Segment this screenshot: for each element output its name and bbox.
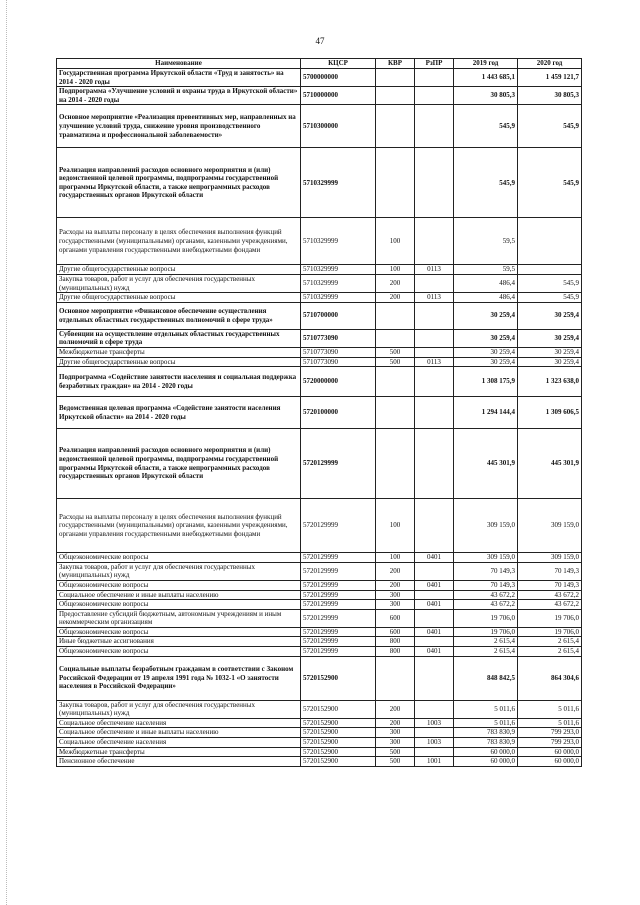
row-2020-cell: 5 011,6 <box>518 718 582 728</box>
row-rzpr-cell <box>415 329 454 347</box>
header-rzpr: РзПР <box>415 59 454 69</box>
row-kvr-cell: 200 <box>376 562 415 580</box>
row-kcsr-cell: 5720129999 <box>301 590 376 600</box>
row-2019-cell: 5 011,6 <box>454 718 518 728</box>
row-kvr-cell: 200 <box>376 718 415 728</box>
row-2020-cell: 43 672,2 <box>518 600 582 610</box>
row-kcsr-cell: 5720129999 <box>301 562 376 580</box>
row-kvr-cell: 100 <box>376 218 415 265</box>
row-kcsr-cell: 5720129999 <box>301 499 376 553</box>
row-2019-cell: 60 000,0 <box>454 747 518 757</box>
header-2019: 2019 год <box>454 59 518 69</box>
row-2019-cell: 19 706,0 <box>454 627 518 637</box>
row-kvr-cell <box>376 105 415 148</box>
row-2019-cell: 1 443 685,1 <box>454 69 518 87</box>
row-2020-cell: 60 000,0 <box>518 757 582 767</box>
row-rzpr-cell: 1001 <box>415 757 454 767</box>
row-2019-cell: 30 805,3 <box>454 87 518 105</box>
row-name-cell: Пенсионное обеспечение <box>57 757 301 767</box>
row-2019-cell: 2 615,4 <box>454 637 518 647</box>
row-kvr-cell <box>376 69 415 87</box>
row-rzpr-cell <box>415 499 454 553</box>
row-rzpr-cell: 1003 <box>415 738 454 748</box>
row-2020-cell: 19 706,0 <box>518 609 582 627</box>
table-row <box>57 728 582 738</box>
row-kcsr-cell: 5710000000 <box>301 87 376 105</box>
row-rzpr-cell: 0401 <box>415 647 454 657</box>
row-2019-cell: 59,5 <box>454 218 518 265</box>
row-rzpr-cell: 0113 <box>415 293 454 303</box>
row-2019-cell: 2 615,4 <box>454 647 518 657</box>
row-2019-cell: 70 149,3 <box>454 580 518 590</box>
row-2019-cell: 43 672,2 <box>454 590 518 600</box>
row-kcsr-cell: 5710329999 <box>301 274 376 292</box>
row-kcsr-cell: 5720129999 <box>301 637 376 647</box>
table-row <box>57 293 582 303</box>
row-name-cell: Межбюджетные трансферты <box>57 347 301 357</box>
row-rzpr-cell: 0401 <box>415 553 454 563</box>
row-kcsr-cell: 5720129999 <box>301 553 376 563</box>
table-row <box>57 329 582 347</box>
row-kvr-cell: 200 <box>376 700 415 718</box>
row-kcsr-cell: 5720000000 <box>301 367 376 397</box>
row-name-cell: Общеэкономические вопросы <box>57 647 301 657</box>
row-kcsr-cell: 5710300000 <box>301 105 376 148</box>
row-rzpr-cell <box>415 747 454 757</box>
row-2020-cell: 30 259,4 <box>518 357 582 367</box>
row-kvr-cell: 500 <box>376 357 415 367</box>
row-name-cell: Реализация направлений расходов основного мероприятия и (или) ведомственной целевой программы, подпрограммы государственной программы Иркутской области, а также непрограммных расходов государственных органов Иркутской области <box>57 429 301 499</box>
row-name-cell: Подпрограмма «Содействие занятости населения и социальная поддержка безработных граждан» на 2014 - 2020 годы <box>57 367 301 397</box>
row-2020-cell: 545,9 <box>518 105 582 148</box>
row-rzpr-cell: 0113 <box>415 357 454 367</box>
row-rzpr-cell <box>415 148 454 218</box>
row-2020-cell: 30 259,4 <box>518 329 582 347</box>
row-name-cell: Расходы на выплаты персоналу в целях обеспечения выполнения функций государственными (муниципальными) органами, казенными учреждениями, органами управления государственными внебюджетными фондами <box>57 218 301 265</box>
row-kcsr-cell: 5720129999 <box>301 609 376 627</box>
row-kcsr-cell: 5710329999 <box>301 293 376 303</box>
row-2020-cell: 19 706,0 <box>518 627 582 637</box>
table-row <box>57 347 582 357</box>
table-row <box>57 367 582 397</box>
row-kcsr-cell: 5710773090 <box>301 347 376 357</box>
row-kcsr-cell: 5710329999 <box>301 265 376 275</box>
row-rzpr-cell <box>415 656 454 700</box>
row-name-cell: Иные бюджетные ассигнования <box>57 637 301 647</box>
table-row <box>57 265 582 275</box>
row-rzpr-cell <box>415 609 454 627</box>
table-row <box>57 553 582 563</box>
row-name-cell: Общеэкономические вопросы <box>57 580 301 590</box>
row-kvr-cell: 500 <box>376 757 415 767</box>
row-kvr-cell: 200 <box>376 274 415 292</box>
row-kvr-cell <box>376 367 415 397</box>
row-kcsr-cell: 5720100000 <box>301 397 376 429</box>
row-name-cell: Реализация направлений расходов основного мероприятия и (или) ведомственной целевой программы, подпрограммы государственной программы Иркутской области, а также непрограммных расходов государственных органов Иркутской области <box>57 148 301 218</box>
table-row <box>57 637 582 647</box>
row-kcsr-cell: 5710329999 <box>301 148 376 218</box>
table-row <box>57 148 582 218</box>
row-kcsr-cell: 5720152900 <box>301 738 376 748</box>
table-row <box>57 590 582 600</box>
row-kvr-cell: 100 <box>376 499 415 553</box>
row-2020-cell: 60 000,0 <box>518 747 582 757</box>
header-name: Наименование <box>57 59 301 69</box>
row-kvr-cell <box>376 429 415 499</box>
row-name-cell: Подпрограмма «Улучшение условий и охраны труда в Иркутской области» на 2014 - 2020 годы <box>57 87 301 105</box>
row-2019-cell: 30 259,4 <box>454 302 518 329</box>
row-kcsr-cell: 5720152900 <box>301 728 376 738</box>
table-row <box>57 302 582 329</box>
row-2019-cell: 30 259,4 <box>454 357 518 367</box>
row-kvr-cell <box>376 302 415 329</box>
page-number: 47 <box>315 36 325 46</box>
row-kvr-cell: 200 <box>376 293 415 303</box>
row-2020-cell: 5 011,6 <box>518 700 582 718</box>
row-2020-cell: 70 149,3 <box>518 580 582 590</box>
row-2019-cell: 60 000,0 <box>454 757 518 767</box>
row-2020-cell: 70 149,3 <box>518 562 582 580</box>
row-2019-cell: 445 301,9 <box>454 429 518 499</box>
table-row <box>57 87 582 105</box>
row-rzpr-cell: 0401 <box>415 580 454 590</box>
table-row <box>57 747 582 757</box>
row-2019-cell: 486,4 <box>454 274 518 292</box>
row-kcsr-cell: 5720129999 <box>301 429 376 499</box>
row-2019-cell: 309 159,0 <box>454 553 518 563</box>
row-name-cell: Основное мероприятие «Реализация превентивных мер, направленных на улучшение условий труда, снижение уровня производственного травматизма и профессиональной заболеваемости» <box>57 105 301 148</box>
row-name-cell: Социальное обеспечение и иные выплаты населению <box>57 728 301 738</box>
row-2020-cell: 309 159,0 <box>518 553 582 563</box>
row-rzpr-cell <box>415 69 454 87</box>
row-2020-cell: 545,9 <box>518 274 582 292</box>
row-name-cell: Ведомственная целевая программа «Содействие занятости населения Иркутской области» на 2014 - 2020 годы <box>57 397 301 429</box>
row-2019-cell: 1 294 144,4 <box>454 397 518 429</box>
row-kcsr-cell: 5720129999 <box>301 600 376 610</box>
row-name-cell: Основное мероприятие «Финансовое обеспечение осуществления отдельных областных государственных полномочий в сфере труда» <box>57 302 301 329</box>
row-2019-cell: 30 259,4 <box>454 347 518 357</box>
row-rzpr-cell <box>415 429 454 499</box>
row-rzpr-cell <box>415 728 454 738</box>
table-row <box>57 738 582 748</box>
row-rzpr-cell: 0401 <box>415 600 454 610</box>
row-2020-cell: 30 259,4 <box>518 347 582 357</box>
table-row <box>57 580 582 590</box>
row-kcsr-cell: 5710773090 <box>301 329 376 347</box>
row-2020-cell: 2 615,4 <box>518 637 582 647</box>
row-name-cell: Социальное обеспечение населения <box>57 738 301 748</box>
row-2020-cell <box>518 265 582 275</box>
row-name-cell: Закупка товаров, работ и услуг для обеспечения государственных (муниципальных) нужд <box>57 274 301 292</box>
row-name-cell: Расходы на выплаты персоналу в целях обеспечения выполнения функций государственными (муниципальными) органами, казенными учреждениями, органами управления государственными внебюджетными фондами <box>57 499 301 553</box>
row-2020-cell: 445 301,9 <box>518 429 582 499</box>
row-2020-cell: 1 323 638,0 <box>518 367 582 397</box>
row-2020-cell: 1 309 606,5 <box>518 397 582 429</box>
row-kcsr-cell: 5720152900 <box>301 656 376 700</box>
row-2020-cell: 43 672,2 <box>518 590 582 600</box>
row-name-cell: Закупка товаров, работ и услуг для обеспечения государственных (муниципальных) нужд <box>57 700 301 718</box>
row-kvr-cell: 800 <box>376 637 415 647</box>
row-name-cell: Другие общегосударственные вопросы <box>57 265 301 275</box>
table-row <box>57 647 582 657</box>
row-2019-cell: 30 259,4 <box>454 329 518 347</box>
row-2020-cell: 799 293,0 <box>518 728 582 738</box>
row-kvr-cell: 600 <box>376 627 415 637</box>
row-2020-cell: 1 459 121,7 <box>518 69 582 87</box>
row-2020-cell: 545,9 <box>518 293 582 303</box>
header-2020: 2020 год <box>518 59 582 69</box>
row-2019-cell: 848 842,5 <box>454 656 518 700</box>
row-rzpr-cell <box>415 302 454 329</box>
row-2019-cell: 59,5 <box>454 265 518 275</box>
table-row <box>57 600 582 610</box>
row-kvr-cell: 300 <box>376 590 415 600</box>
row-2020-cell: 799 293,0 <box>518 738 582 748</box>
row-kcsr-cell: 5720152900 <box>301 757 376 767</box>
row-rzpr-cell <box>415 218 454 265</box>
row-kvr-cell: 500 <box>376 747 415 757</box>
row-rzpr-cell <box>415 397 454 429</box>
row-name-cell: Другие общегосударственные вопросы <box>57 357 301 367</box>
row-2020-cell: 30 805,3 <box>518 87 582 105</box>
row-2019-cell: 545,9 <box>454 105 518 148</box>
row-rzpr-cell <box>415 347 454 357</box>
row-name-cell: Другие общегосударственные вопросы <box>57 293 301 303</box>
row-kvr-cell <box>376 329 415 347</box>
row-kvr-cell: 300 <box>376 738 415 748</box>
row-name-cell: Государственная программа Иркутской области «Труд и занятость» на 2014 - 2020 годы <box>57 69 301 87</box>
row-name-cell: Социальное обеспечение населения <box>57 718 301 728</box>
row-2019-cell: 783 830,9 <box>454 738 518 748</box>
row-name-cell: Общеэкономические вопросы <box>57 600 301 610</box>
row-2020-cell: 864 304,6 <box>518 656 582 700</box>
row-2019-cell: 19 706,0 <box>454 609 518 627</box>
row-kcsr-cell: 5720129999 <box>301 627 376 637</box>
row-2019-cell: 486,4 <box>454 293 518 303</box>
row-kcsr-cell: 5720152900 <box>301 747 376 757</box>
row-kcsr-cell: 5720129999 <box>301 647 376 657</box>
row-rzpr-cell <box>415 562 454 580</box>
row-2020-cell: 2 615,4 <box>518 647 582 657</box>
table-row <box>57 69 582 87</box>
table-row <box>57 218 582 265</box>
margin-dotted-line <box>6 0 9 905</box>
row-name-cell: Межбюджетные трансферты <box>57 747 301 757</box>
row-2019-cell: 545,9 <box>454 148 518 218</box>
row-rzpr-cell <box>415 637 454 647</box>
budget-table <box>56 58 582 767</box>
row-rzpr-cell <box>415 105 454 148</box>
row-rzpr-cell <box>415 274 454 292</box>
row-kvr-cell <box>376 148 415 218</box>
row-kvr-cell: 600 <box>376 609 415 627</box>
row-kcsr-cell: 5700000000 <box>301 69 376 87</box>
row-kcsr-cell: 5720152900 <box>301 700 376 718</box>
table-row <box>57 429 582 499</box>
table-row <box>57 397 582 429</box>
row-name-cell: Социальные выплаты безработным гражданам в соответствии с Законом Российской Федерации от 19 апреля 1991 года № 1032-1 «О занятости населения в Российской Федерации» <box>57 656 301 700</box>
table-row <box>57 357 582 367</box>
row-2020-cell: 309 159,0 <box>518 499 582 553</box>
header-kcsr: КЦСР <box>301 59 376 69</box>
row-rzpr-cell: 0113 <box>415 265 454 275</box>
table-row <box>57 105 582 148</box>
row-kvr-cell: 500 <box>376 347 415 357</box>
row-kvr-cell: 100 <box>376 265 415 275</box>
table-row <box>57 718 582 728</box>
row-kcsr-cell: 5720152900 <box>301 718 376 728</box>
row-kvr-cell: 200 <box>376 580 415 590</box>
row-rzpr-cell <box>415 700 454 718</box>
row-2020-cell: 30 259,4 <box>518 302 582 329</box>
row-kvr-cell <box>376 397 415 429</box>
row-rzpr-cell: 1003 <box>415 718 454 728</box>
row-kvr-cell: 100 <box>376 553 415 563</box>
row-rzpr-cell <box>415 590 454 600</box>
table-row <box>57 700 582 718</box>
row-kvr-cell: 300 <box>376 728 415 738</box>
table-header-row <box>57 59 582 69</box>
row-2019-cell: 70 149,3 <box>454 562 518 580</box>
row-kcsr-cell: 5720129999 <box>301 580 376 590</box>
row-kvr-cell <box>376 656 415 700</box>
row-kcsr-cell: 5710329999 <box>301 218 376 265</box>
table-row <box>57 609 582 627</box>
row-name-cell: Предоставление субсидий бюджетным, автономным учреждениям и иным некоммерческим организациям <box>57 609 301 627</box>
row-kvr-cell: 800 <box>376 647 415 657</box>
row-kvr-cell <box>376 87 415 105</box>
row-name-cell: Субвенции на осуществление отдельных областных государственных полномочий в сфере труда <box>57 329 301 347</box>
row-2019-cell: 43 672,2 <box>454 600 518 610</box>
header-kvr: КВР <box>376 59 415 69</box>
row-2020-cell <box>518 218 582 265</box>
table-row <box>57 757 582 767</box>
row-name-cell: Общеэкономические вопросы <box>57 553 301 563</box>
row-2019-cell: 309 159,0 <box>454 499 518 553</box>
table-row <box>57 627 582 637</box>
row-rzpr-cell <box>415 87 454 105</box>
row-name-cell: Социальное обеспечение и иные выплаты населению <box>57 590 301 600</box>
row-name-cell: Закупка товаров, работ и услуг для обеспечения государственных (муниципальных) нужд <box>57 562 301 580</box>
table-row <box>57 274 582 292</box>
row-2019-cell: 783 830,9 <box>454 728 518 738</box>
table-row <box>57 656 582 700</box>
row-kcsr-cell: 5710773090 <box>301 357 376 367</box>
row-kcsr-cell: 5710700000 <box>301 302 376 329</box>
row-name-cell: Общеэкономические вопросы <box>57 627 301 637</box>
row-kvr-cell: 300 <box>376 600 415 610</box>
row-rzpr-cell <box>415 367 454 397</box>
row-2019-cell: 1 308 175,9 <box>454 367 518 397</box>
table-row <box>57 499 582 553</box>
row-2020-cell: 545,9 <box>518 148 582 218</box>
table-row <box>57 562 582 580</box>
row-rzpr-cell: 0401 <box>415 627 454 637</box>
row-2019-cell: 5 011,6 <box>454 700 518 718</box>
